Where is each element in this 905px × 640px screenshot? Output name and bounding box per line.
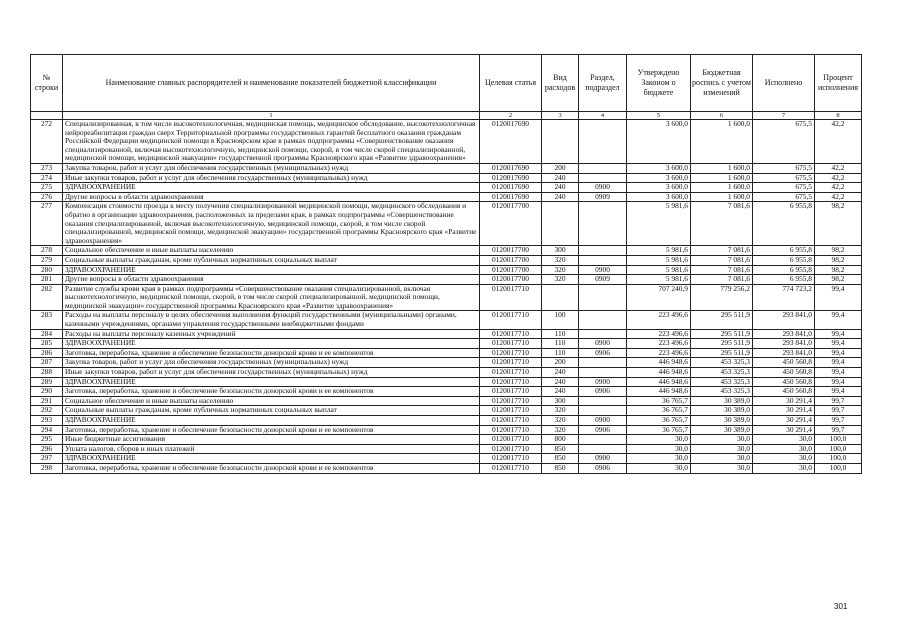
target-article-cell: 0120017700 <box>480 202 542 246</box>
target-article-cell: 0120017710 <box>480 463 542 473</box>
percent-cell: 99,4 <box>815 339 862 349</box>
expense-kind-cell: 110 <box>542 348 579 358</box>
percent-cell: 42,2 <box>815 120 862 164</box>
expense-kind-cell: 240 <box>542 368 579 378</box>
percent-cell: 100,0 <box>815 463 862 473</box>
executed-amount-cell: 450 560,8 <box>753 368 815 378</box>
row-number-cell: 276 <box>31 192 63 202</box>
table-row <box>31 463 862 473</box>
target-article-cell: 0120017710 <box>480 425 542 435</box>
section-cell: 0906 <box>579 425 627 435</box>
row-name-cell: Заготовка, переработка, хранение и обеспечение безопасности донорской крови и ее компонентов <box>63 463 480 473</box>
table-row <box>31 255 862 265</box>
table-row <box>31 202 862 246</box>
column-number: 4 <box>579 112 627 120</box>
row-number-cell: 295 <box>31 435 63 445</box>
table-row <box>31 416 862 426</box>
approved-amount-cell: 446 948,6 <box>627 358 691 368</box>
schedule-amount-cell: 1 600,0 <box>691 192 753 202</box>
approved-amount-cell: 36 765,7 <box>627 416 691 426</box>
row-name-cell: Социальные выплаты гражданам, кроме публичных нормативных социальных выплат <box>63 255 480 265</box>
table-row <box>31 339 862 349</box>
row-name-cell: ЗДРАВООХРАНЕНИЕ <box>63 265 480 275</box>
expense-kind-cell: 100 <box>542 311 579 329</box>
approved-amount-cell: 36 765,7 <box>627 396 691 406</box>
table-row <box>31 265 862 275</box>
section-cell <box>579 406 627 416</box>
row-number-cell: 279 <box>31 255 63 265</box>
row-name-cell: Заготовка, переработка, хранение и обеспечение безопасности донорской крови и ее компонентов <box>63 425 480 435</box>
row-name-cell: Расходы на выплаты персоналу в целях обеспечения выполнения функций государственными (муниципальными) органами, казенными учреждениями, органами управления государственными внебюджетными фондами <box>63 311 480 329</box>
executed-amount-cell: 6 955,8 <box>753 255 815 265</box>
table-row <box>31 163 862 173</box>
approved-amount-cell: 5 981,6 <box>627 255 691 265</box>
percent-cell: 99,7 <box>815 425 862 435</box>
row-number-cell: 288 <box>31 368 63 378</box>
target-article-cell: 0120017710 <box>480 311 542 329</box>
approved-amount-cell: 5 981,6 <box>627 246 691 256</box>
target-article-cell: 0120017710 <box>480 387 542 397</box>
table-row <box>31 284 862 311</box>
expense-kind-cell: 850 <box>542 444 579 454</box>
schedule-amount-cell: 7 081,6 <box>691 265 753 275</box>
expense-kind-cell: 320 <box>542 265 579 275</box>
expense-kind-cell: 240 <box>542 387 579 397</box>
executed-amount-cell: 30 291,4 <box>753 406 815 416</box>
schedule-amount-cell: 295 511,9 <box>691 311 753 329</box>
target-article-cell: 0120017710 <box>480 348 542 358</box>
expense-kind-cell <box>542 284 579 311</box>
approved-amount-cell: 5 981,6 <box>627 265 691 275</box>
schedule-amount-cell: 453 325,3 <box>691 377 753 387</box>
row-number-cell: 292 <box>31 406 63 416</box>
executed-amount-cell: 6 955,8 <box>753 265 815 275</box>
row-name-cell: Компенсация стоимости проезда к месту получения специализированной медицинской помощи, медицинского обследования и обратно в организации здравоохранения, расположенных за пределами края, в рамках подпрограммы «Совершенствование оказания специализированной, включая высокотехнологичную, медицинской помощи, скорой, в том числе скорой специализированной, медицинской помощи, медицинской эвакуации» государственной программы Красноярского края «Развитие здравоохранения» <box>63 202 480 246</box>
row-name-cell: Расходы на выплаты персоналу казенных учреждений <box>63 329 480 339</box>
table-row <box>31 368 862 378</box>
target-article-cell: 0120017700 <box>480 275 542 285</box>
executed-amount-cell: 293 841,0 <box>753 339 815 349</box>
row-number-cell: 298 <box>31 463 63 473</box>
section-cell <box>579 284 627 311</box>
schedule-amount-cell: 30,0 <box>691 435 753 445</box>
percent-cell: 99,4 <box>815 348 862 358</box>
expense-kind-cell: 110 <box>542 329 579 339</box>
approved-amount-cell: 30,0 <box>627 463 691 473</box>
row-name-cell: Развитие службы крови края в рамках подпрограммы «Совершенствование оказания специализированной, включая высокотехнологичную, медицинской помощи, скорой, в том числе скорой специализированной, медицинской помощи, медицинской эвакуации» государственной программы Красноярского края «Развитие здравоохранения» <box>63 284 480 311</box>
executed-amount-cell: 675,5 <box>753 183 815 193</box>
executed-amount-cell: 30,0 <box>753 463 815 473</box>
table-row <box>31 406 862 416</box>
schedule-amount-cell: 453 325,3 <box>691 358 753 368</box>
expense-kind-cell: 320 <box>542 406 579 416</box>
executed-amount-cell: 6 955,8 <box>753 202 815 246</box>
expense-kind-cell: 300 <box>542 246 579 256</box>
percent-cell: 42,2 <box>815 192 862 202</box>
expense-kind-cell: 320 <box>542 255 579 265</box>
row-number-cell: 289 <box>31 377 63 387</box>
schedule-amount-cell: 7 081,6 <box>691 255 753 265</box>
approved-amount-cell: 30,0 <box>627 435 691 445</box>
table-body <box>31 120 862 474</box>
header-percent: Процент исполнения <box>815 55 862 112</box>
schedule-amount-cell: 1 600,0 <box>691 120 753 164</box>
target-article-cell: 0120017710 <box>480 284 542 311</box>
target-article-cell: 0120017710 <box>480 435 542 445</box>
expense-kind-cell: 240 <box>542 192 579 202</box>
header-approved: Утверждено Законом о бюджете <box>627 55 691 112</box>
expense-kind-cell: 240 <box>542 173 579 183</box>
row-name-cell: Социальное обеспечение и иные выплаты населению <box>63 396 480 406</box>
row-number-cell: 281 <box>31 275 63 285</box>
target-article-cell: 0120017710 <box>480 339 542 349</box>
schedule-amount-cell: 30 389,0 <box>691 416 753 426</box>
executed-amount-cell: 675,5 <box>753 192 815 202</box>
row-number-cell: 287 <box>31 358 63 368</box>
row-number-cell: 278 <box>31 246 63 256</box>
approved-amount-cell: 36 765,7 <box>627 406 691 416</box>
section-cell <box>579 368 627 378</box>
target-article-cell: 0120017690 <box>480 192 542 202</box>
schedule-amount-cell: 30 389,0 <box>691 396 753 406</box>
row-name-cell: Заготовка, переработка, хранение и обеспечение безопасности донорской крови и ее компонентов <box>63 348 480 358</box>
section-cell: 0909 <box>579 275 627 285</box>
row-number-cell: 282 <box>31 284 63 311</box>
section-cell: 0906 <box>579 348 627 358</box>
target-article-cell: 0120017710 <box>480 454 542 464</box>
section-cell <box>579 120 627 164</box>
expense-kind-cell: 320 <box>542 416 579 426</box>
header-kind: Вид расходов <box>542 55 579 112</box>
section-cell: 0906 <box>579 387 627 397</box>
expense-kind-cell: 320 <box>542 275 579 285</box>
expense-kind-cell: 300 <box>542 396 579 406</box>
section-cell <box>579 396 627 406</box>
approved-amount-cell: 223 496,6 <box>627 348 691 358</box>
schedule-amount-cell: 453 325,3 <box>691 387 753 397</box>
schedule-amount-cell: 1 600,0 <box>691 163 753 173</box>
table-row <box>31 454 862 464</box>
budget-table <box>30 54 862 474</box>
target-article-cell: 0120017690 <box>480 163 542 173</box>
row-name-cell: Другие вопросы в области здравоохранения <box>63 275 480 285</box>
row-name-cell: Другие вопросы в области здравоохранения <box>63 192 480 202</box>
executed-amount-cell: 293 841,0 <box>753 348 815 358</box>
expense-kind-cell: 240 <box>542 183 579 193</box>
row-number-cell: 274 <box>31 173 63 183</box>
target-article-cell: 0120017700 <box>480 265 542 275</box>
row-name-cell: ЗДРАВООХРАНЕНИЕ <box>63 339 480 349</box>
executed-amount-cell: 675,5 <box>753 163 815 173</box>
table-row <box>31 183 862 193</box>
target-article-cell: 0120017710 <box>480 329 542 339</box>
executed-amount-cell: 675,5 <box>753 120 815 164</box>
executed-amount-cell: 450 560,8 <box>753 387 815 397</box>
table-row <box>31 435 862 445</box>
row-number-cell: 291 <box>31 396 63 406</box>
row-number-cell: 273 <box>31 163 63 173</box>
schedule-amount-cell: 7 081,6 <box>691 275 753 285</box>
section-cell: 0906 <box>579 463 627 473</box>
section-cell <box>579 311 627 329</box>
header-executed: Исполнено <box>753 55 815 112</box>
table-row <box>31 311 862 329</box>
percent-cell: 99,4 <box>815 358 862 368</box>
executed-amount-cell: 30,0 <box>753 454 815 464</box>
budget-report-sheet <box>30 54 861 474</box>
schedule-amount-cell: 453 325,3 <box>691 368 753 378</box>
table-row <box>31 275 862 285</box>
percent-cell: 99,4 <box>815 311 862 329</box>
approved-amount-cell: 446 948,6 <box>627 368 691 378</box>
header-section: Раздел, подраздел <box>579 55 627 112</box>
schedule-amount-cell: 7 081,6 <box>691 202 753 246</box>
schedule-amount-cell: 295 511,9 <box>691 348 753 358</box>
table-row <box>31 396 862 406</box>
row-number-cell: 286 <box>31 348 63 358</box>
executed-amount-cell: 30,0 <box>753 444 815 454</box>
approved-amount-cell: 30,0 <box>627 444 691 454</box>
approved-amount-cell: 223 496,6 <box>627 339 691 349</box>
expense-kind-cell <box>542 202 579 246</box>
section-cell <box>579 255 627 265</box>
percent-cell: 100,0 <box>815 435 862 445</box>
table-row <box>31 444 862 454</box>
schedule-amount-cell: 1 600,0 <box>691 183 753 193</box>
percent-cell: 42,2 <box>815 183 862 193</box>
column-number: 8 <box>815 112 862 120</box>
percent-cell: 100,0 <box>815 444 862 454</box>
section-cell <box>579 202 627 246</box>
target-article-cell: 0120017700 <box>480 255 542 265</box>
column-number: 2 <box>480 112 542 120</box>
row-name-cell: Уплата налогов, сборов и иных платежей <box>63 444 480 454</box>
percent-cell: 42,2 <box>815 173 862 183</box>
percent-cell: 99,4 <box>815 284 862 311</box>
table-row <box>31 377 862 387</box>
schedule-amount-cell: 30 389,0 <box>691 406 753 416</box>
section-cell: 0900 <box>579 265 627 275</box>
approved-amount-cell: 3 600,0 <box>627 163 691 173</box>
row-name-cell: ЗДРАВООХРАНЕНИЕ <box>63 377 480 387</box>
approved-amount-cell: 223 496,6 <box>627 311 691 329</box>
section-cell: 0900 <box>579 377 627 387</box>
schedule-amount-cell: 1 600,0 <box>691 173 753 183</box>
row-number-cell: 285 <box>31 339 63 349</box>
target-article-cell: 0120017710 <box>480 406 542 416</box>
executed-amount-cell: 30 291,4 <box>753 396 815 406</box>
approved-amount-cell: 3 600,0 <box>627 120 691 164</box>
row-name-cell: Социальное обеспечение и иные выплаты населению <box>63 246 480 256</box>
row-number-cell: 293 <box>31 416 63 426</box>
row-name-cell: Иные закупки товаров, работ и услуг для обеспечения государственных (муниципальных) нужд <box>63 368 480 378</box>
row-number-cell: 283 <box>31 311 63 329</box>
percent-cell: 98,2 <box>815 275 862 285</box>
approved-amount-cell: 446 948,6 <box>627 387 691 397</box>
section-cell: 0900 <box>579 183 627 193</box>
table-row <box>31 387 862 397</box>
section-cell <box>579 444 627 454</box>
header-target: Целевая статья <box>480 55 542 112</box>
expense-kind-cell: 200 <box>542 163 579 173</box>
target-article-cell: 0120017700 <box>480 246 542 256</box>
row-name-cell: ЗДРАВООХРАНЕНИЕ <box>63 454 480 464</box>
target-article-cell: 0120017710 <box>480 358 542 368</box>
table-row <box>31 425 862 435</box>
row-name-cell: Иные закупки товаров, работ и услуг для обеспечения государственных (муниципальных) нужд <box>63 173 480 183</box>
percent-cell: 98,2 <box>815 202 862 246</box>
table-row <box>31 358 862 368</box>
executed-amount-cell: 293 841,0 <box>753 311 815 329</box>
executed-amount-cell: 30 291,4 <box>753 425 815 435</box>
section-cell: 0909 <box>579 192 627 202</box>
executed-amount-cell: 675,5 <box>753 173 815 183</box>
percent-cell: 42,2 <box>815 163 862 173</box>
target-article-cell: 0120017690 <box>480 173 542 183</box>
row-number-cell: 294 <box>31 425 63 435</box>
table-row <box>31 173 862 183</box>
row-number-cell: 284 <box>31 329 63 339</box>
row-number-cell: 275 <box>31 183 63 193</box>
target-article-cell: 0120017710 <box>480 416 542 426</box>
header-schedule: Бюджетная роспись с учетом изменений <box>691 55 753 112</box>
target-article-cell: 0120017710 <box>480 377 542 387</box>
column-number: 1 <box>63 112 480 120</box>
section-cell <box>579 173 627 183</box>
executed-amount-cell: 30 291,4 <box>753 416 815 426</box>
row-number-cell: 296 <box>31 444 63 454</box>
approved-amount-cell: 707 240,9 <box>627 284 691 311</box>
section-cell: 0900 <box>579 454 627 464</box>
expense-kind-cell <box>542 120 579 164</box>
schedule-amount-cell: 7 081,6 <box>691 246 753 256</box>
column-number: 3 <box>542 112 579 120</box>
executed-amount-cell: 450 560,8 <box>753 377 815 387</box>
approved-amount-cell: 5 981,6 <box>627 275 691 285</box>
section-cell <box>579 163 627 173</box>
percent-cell: 99,7 <box>815 416 862 426</box>
percent-cell: 100,0 <box>815 454 862 464</box>
target-article-cell: 0120017710 <box>480 396 542 406</box>
expense-kind-cell: 800 <box>542 435 579 445</box>
executed-amount-cell: 6 955,8 <box>753 246 815 256</box>
header-row-no: № строки <box>31 55 63 112</box>
table-row <box>31 192 862 202</box>
percent-cell: 99,4 <box>815 368 862 378</box>
row-number-cell: 290 <box>31 387 63 397</box>
executed-amount-cell: 774 723,2 <box>753 284 815 311</box>
page-number: 301 <box>834 602 848 611</box>
percent-cell: 99,4 <box>815 329 862 339</box>
executed-amount-cell: 293 841,0 <box>753 329 815 339</box>
column-number: 6 <box>691 112 753 120</box>
row-number-cell: 277 <box>31 202 63 246</box>
target-article-cell: 0120017710 <box>480 368 542 378</box>
percent-cell: 99,4 <box>815 387 862 397</box>
approved-amount-cell: 3 600,0 <box>627 173 691 183</box>
executed-amount-cell: 30,0 <box>753 435 815 445</box>
schedule-amount-cell: 30,0 <box>691 444 753 454</box>
approved-amount-cell: 3 600,0 <box>627 183 691 193</box>
target-article-cell: 0120017690 <box>480 120 542 164</box>
executed-amount-cell: 450 560,8 <box>753 358 815 368</box>
row-name-cell: Специализированная, в том числе высокотехнологичная, медицинская помощь, медицинское обследование, высокотехнологичная нейрореабилитация граждан сверх Территориальной программы государственных гарантий бесплатного оказания гражданам Российской Федерации медицинской помощи в Красноярском крае в рамках подпрограммы «Совершенствование оказания специализированной, включая высокотехнологичную, медицинской помощи, скорой, в том числе скорой специализированной, медицинской помощи, медицинской эвакуации» государственной программы Красноярского края «Развитие здравоохранения» <box>63 120 480 164</box>
section-cell: 0900 <box>579 339 627 349</box>
row-name-cell: Иные бюджетные ассигнования <box>63 435 480 445</box>
column-number: 7 <box>753 112 815 120</box>
section-cell: 0900 <box>579 416 627 426</box>
column-number-row <box>31 112 862 120</box>
schedule-amount-cell: 30,0 <box>691 454 753 464</box>
percent-cell: 99,7 <box>815 396 862 406</box>
row-number-cell: 297 <box>31 454 63 464</box>
percent-cell: 99,7 <box>815 406 862 416</box>
row-name-cell: ЗДРАВООХРАНЕНИЕ <box>63 183 480 193</box>
section-cell <box>579 246 627 256</box>
approved-amount-cell: 3 600,0 <box>627 192 691 202</box>
target-article-cell: 0120017690 <box>480 183 542 193</box>
table-row <box>31 348 862 358</box>
row-number-cell: 272 <box>31 120 63 164</box>
column-number: 5 <box>627 112 691 120</box>
row-name-cell: Социальные выплаты гражданам, кроме публичных нормативных социальных выплат <box>63 406 480 416</box>
percent-cell: 98,2 <box>815 255 862 265</box>
row-name-cell: Заготовка, переработка, хранение и обеспечение безопасности донорской крови и ее компонентов <box>63 387 480 397</box>
table-row <box>31 329 862 339</box>
row-name-cell: Закупка товаров, работ и услуг для обеспечения государственных (муниципальных) нужд <box>63 358 480 368</box>
column-number <box>31 112 63 120</box>
expense-kind-cell: 320 <box>542 425 579 435</box>
approved-amount-cell: 36 765,7 <box>627 425 691 435</box>
target-article-cell: 0120017710 <box>480 444 542 454</box>
approved-amount-cell: 446 948,6 <box>627 377 691 387</box>
executed-amount-cell: 6 955,8 <box>753 275 815 285</box>
header-row <box>31 55 862 112</box>
approved-amount-cell: 5 981,6 <box>627 202 691 246</box>
expense-kind-cell: 850 <box>542 454 579 464</box>
schedule-amount-cell: 295 511,9 <box>691 339 753 349</box>
section-cell <box>579 435 627 445</box>
expense-kind-cell: 240 <box>542 377 579 387</box>
schedule-amount-cell: 295 511,9 <box>691 329 753 339</box>
percent-cell: 98,2 <box>815 246 862 256</box>
approved-amount-cell: 30,0 <box>627 454 691 464</box>
section-cell <box>579 358 627 368</box>
approved-amount-cell: 223 496,6 <box>627 329 691 339</box>
schedule-amount-cell: 779 256,2 <box>691 284 753 311</box>
row-number-cell: 280 <box>31 265 63 275</box>
percent-cell: 99,4 <box>815 377 862 387</box>
row-name-cell: Закупка товаров, работ и услуг для обеспечения государственных (муниципальных) нужд <box>63 163 480 173</box>
section-cell <box>579 329 627 339</box>
expense-kind-cell: 850 <box>542 463 579 473</box>
row-name-cell: ЗДРАВООХРАНЕНИЕ <box>63 416 480 426</box>
table-row <box>31 120 862 164</box>
expense-kind-cell: 110 <box>542 339 579 349</box>
expense-kind-cell: 200 <box>542 358 579 368</box>
percent-cell: 98,2 <box>815 265 862 275</box>
table-row <box>31 246 862 256</box>
schedule-amount-cell: 30 389,0 <box>691 425 753 435</box>
header-name: Наименование главных распорядителей и наименование показателей бюджетной классификации <box>63 55 480 112</box>
schedule-amount-cell: 30,0 <box>691 463 753 473</box>
